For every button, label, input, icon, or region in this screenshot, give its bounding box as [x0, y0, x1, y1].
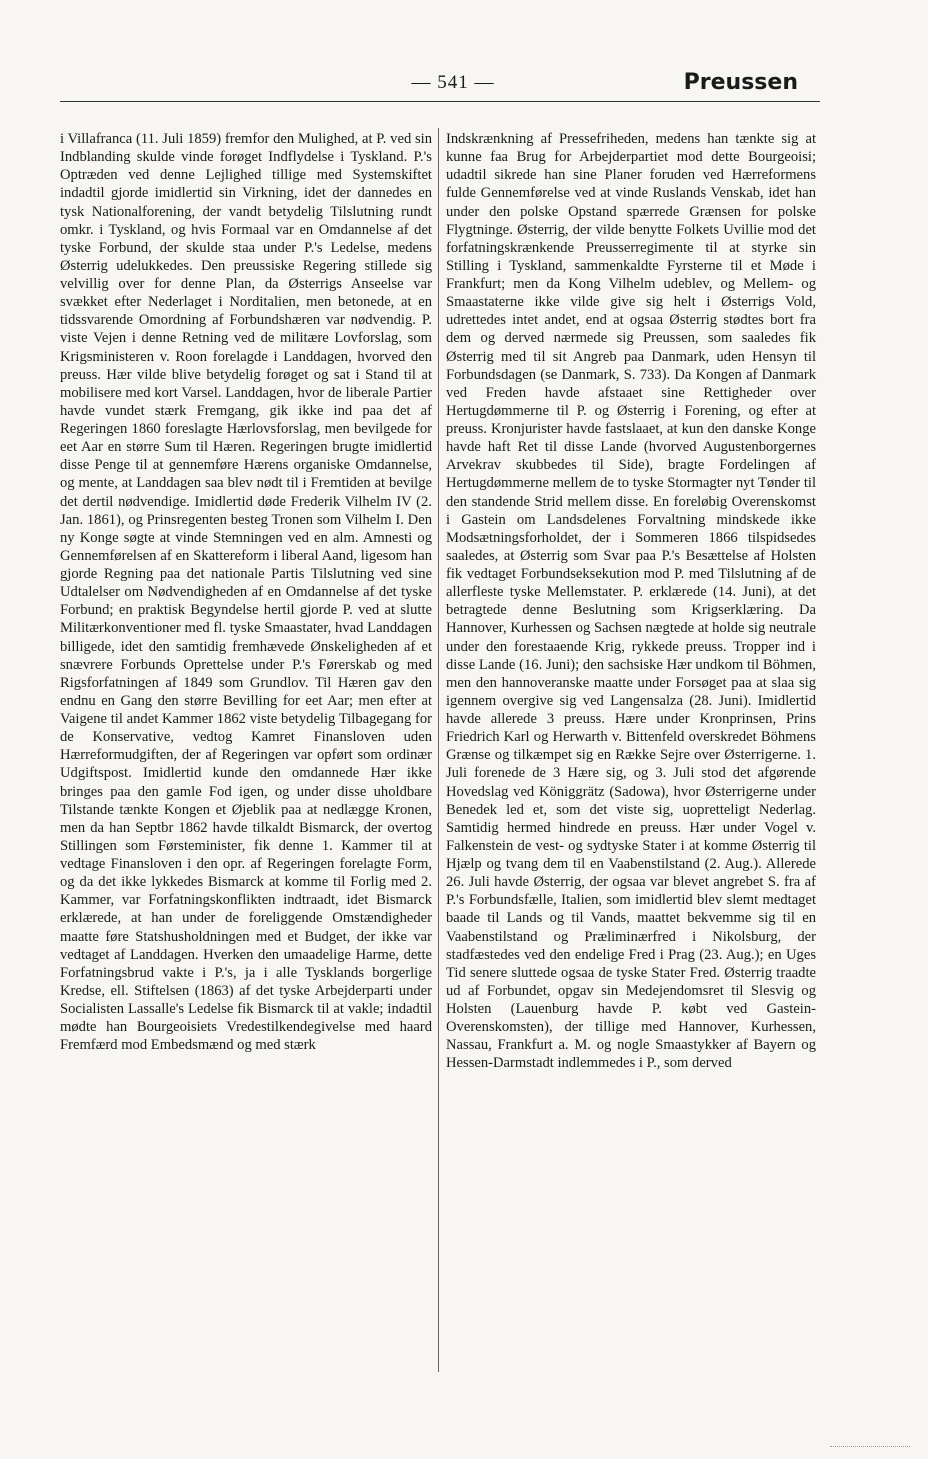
running-head: Preussen [683, 70, 798, 95]
right-column-text: Indskrænkning af Pressefriheden, medens han tænkte sig at kunne faa Brug for Arbejderpartiet mod dette Bourgeoisi; udadtil sikrede han sine Planer foruden ved Hærreformens fulde Gennemførelse ved at vinde Ruslands Venskab, idet han under den polske Opstand spærrede Grænsen for polske Flygtninge. Østerrig, der vilde benytte Folkets Uvillie mod det forfatningskrænkende Preusserregimente til at styrke sin Stilling i Tyskland, sammenkaldte Fyrsterne til et Møde i Frankfurt; men da Kong Vilhelm udeblev, og Mellem- og Smaastaterne ikke vilde give sig helt i Østerrigs Vold, udrettedes intet andet, end at ogsaa Østerrig stødtes bort fra dem og derved nærmede sig Preussen, som saaledes fik Østerrig med til sit Angreb paa Danmark, uden Hensyn til Forbundsdagen (se Danmark, S. 733). Da Kongen af Danmark ved Freden havde afstaaet sine Rettigheder over Hertugdømmerne til P. og Østerrig i Forening, og efter at preuss. Kronjurister havde fastslaaet, at kun den danske Konge havde haft Ret til disse Lande (hvorved Augustenborgernes Arvekrav skubbedes til Side), bragte Fordelingen af Hertugdømmerne mellem de to tyske Stormagter nyt Tønder til den standende Strid mellem disse. En foreløbig Overenskomst i Gastein om Landsdelenes Forvaltning mindskede ikke Modsætningsforholdet, der i Sommeren 1866 tilspidsedes saaledes, at Østerrig som Svar paa P.'s Besættelse af Holsten fik vedtaget Forbundseksekution mod P. med Tilslutning af de allerfleste tyske Mellemstater. P. erklærede (14. Juni), at det betragtede denne Beslutning som Krigserklæring. Da Hannover, Kurhessen og Sachsen nægtede at holde sig neutrale under den forestaaende Krig, rykkede preuss. Tropper ind i disse Lande (16. Juni); den sachsiske Hær undkom til Böhmen, men den hannoveranske maatte under Forsøget paa at slaa sig igennem overgive sig ved Langensalza (28. Juni). Imidlertid havde allerede 3 preuss. Hære under Kronprinsen, Prins Friedrich Karl og Herwarth v. Bittenfeld overskredet Böhmens Grænse og tilkæmpet sig en Række Sejre over Østerrigerne. 1. Juli forenede de 3 Hære sig, og 3. Juli stod det afgørende Hovedslag ved Königgrätz (Sadowa), hvor Østerrigerne under Benedek led et, som det viste sig, uopretteligt Nederlag. Samtidig hermed hindrede en preuss. Hær under Vogel v. Falkenstein de vest- og sydtyske Stater i at komme Østerrig til Hjælp og tvang dem til en Vaabenstilstand (2. Aug.). Allerede 26. Juli havde Østerrig, der ogsaa var blevet angrebet S. fra af P.'s Forbundsfælle, Italien, som imidlertid blev slemt medtaget baade til Lands og til Vands, maattet bekvemme sig til en Vaabenstilstand og Præliminærfred i Nikolsburg, der stadfæstedes ved den endelige Fred i Prag (23. Aug.); en Uges Tid senere sluttede ogsaa de tyske Stater Fred. Østerrig traadte ud af Forbundet, opgav sin Medejendomsret til Slesvig og Holsten (Lauenburg havde P. købt ved Gastein-Overenskomsten), der tillige med Hannover, Kurhessen, Nassau, Frankfurt a. M. og nogle Smaastykker af Bayern og Hessen-Darmstadt indlemmedes i P., som derved [446, 131, 816, 1072]
right-column [446, 130, 816, 1073]
left-column-text: i Villafranca (11. Juli 1859) fremfor den Mulighed, at P. ved sin Indblanding skulde vinde forøget Indflydelse i Tyskland. P.'s Optræden ved denne Lejlighed tillige med Systemskiftet indadtil gjorde imidlertid sin Virkning, idet der dannedes en tysk Nationalforening, der vandt betydelig Tilslutning rundt omkr. i Tyskland, og hvis Formaal var en Omdannelse af det tyske Forbund, der skulde staa under P.'s Ledelse, medens Østerrig udelukkedes. Den preussiske Regering stillede sig velvillig over for denne Plan, da Østerrigs Anseelse var svækket efter Nederlaget i Norditalien, men betonede, at en tidssvarende Omordning af Forbundshæren var nødvendig. P. viste Vejen i denne Retning ved de militære Lovforslag, som Krigsministeren v. Roon forelagde i Landdagen, hvorved den preuss. Hær vilde blive betydelig forøget og sat i Stand til at mobilisere med kort Varsel. Landdagen, hvor de liberale Partier havde vundet stærk Fremgang, gik ikke ind paa det af Regeringen 1860 foreslagte Hærlovsforslag, men bevilgede for eet Aar en større Sum til Hæren. Regeringen brugte imidlertid disse Penge til at gennemføre Hærens organiske Omdannelse, og mente, at Landdagen saa blev nødt til i Fremtiden at bevilge det dertil nødvendige. Imidlertid døde Frederik Vilhelm IV (2. Jan. 1861), og Prinsregenten besteg Tronen som Vilhelm I. Den ny Konge søgte at vinde Stemningen ved en alm. Amnesti og Gennemførelsen af en Skattereform i liberal Aand, ligesom han gjorde Regning paa det nationale Partis Tilslutning ved sine Udtalelser om Nødvendigheden af en Omdannelse af det tyske Forbund; en praktisk Begyndelse hertil gjorde P. ved at slutte Militærkonventioner med fl. tyske Smaastater, hvad Landdagen billigede, idet den samtidig fremhævede Ønskeligheden af et snævrere Forbunds Oprettelse under P.'s Førerskab og med Rigsforfatningen af 1849 som Grundlov. Til Hæren gav den endnu en Gang den større Bevilling for eet Aar; men efter at Vaigene til andet Kammer 1862 viste betydelig Tilbagegang for de Konservative, vedtog Kamret Finansloven uden Hærreformudgiften, der af Regeringen var opført som ordinær Udgiftspost. Imidlertid kunde den omdannede Hær ikke bringes paa den gamle Fod igen, og under disse uholdbare Tilstande tænkte Kongen et Øjeblik paa at nedlægge Kronen, men da han Septbr 1862 havde tilkaldt Bismarck, der overtog Stillingen som Førsteminister, fik denne 1. Kammer til at vedtage Finansloven i den opr. af Regeringen forelagte Form, og da det ikke lykkedes Bismarck at komme til Forlig med 2. Kammer, var Forfatningskonflikten indtraadt, idet Bismarck erklærede, at han under de foreliggende Omstændigheder maatte føre Statshusholdningen med et Budget, der ikke var vedtaget af Landdagen. Hverken den umaadelige Harme, dette Forfatningsbrud vakte i P.'s, ja i alle Tysklands borgerlige Kredse, ell. Stiftelsen (1863) af det tyske Arbejderparti under Socialisten Lassalle's Ledelse fik Bismarck til at vakle; indadtil mødte han Bourgeoisiets Vredestilkendegivelse med haard Fremfærd mod Embedsmænd og med stærk [60, 131, 432, 1054]
page-number: — 541 — [411, 72, 495, 93]
left-column [60, 130, 432, 1054]
page-header [411, 70, 818, 102]
scan-artifact [830, 1440, 910, 1447]
column-divider [438, 128, 439, 1372]
header-rule [60, 101, 820, 102]
